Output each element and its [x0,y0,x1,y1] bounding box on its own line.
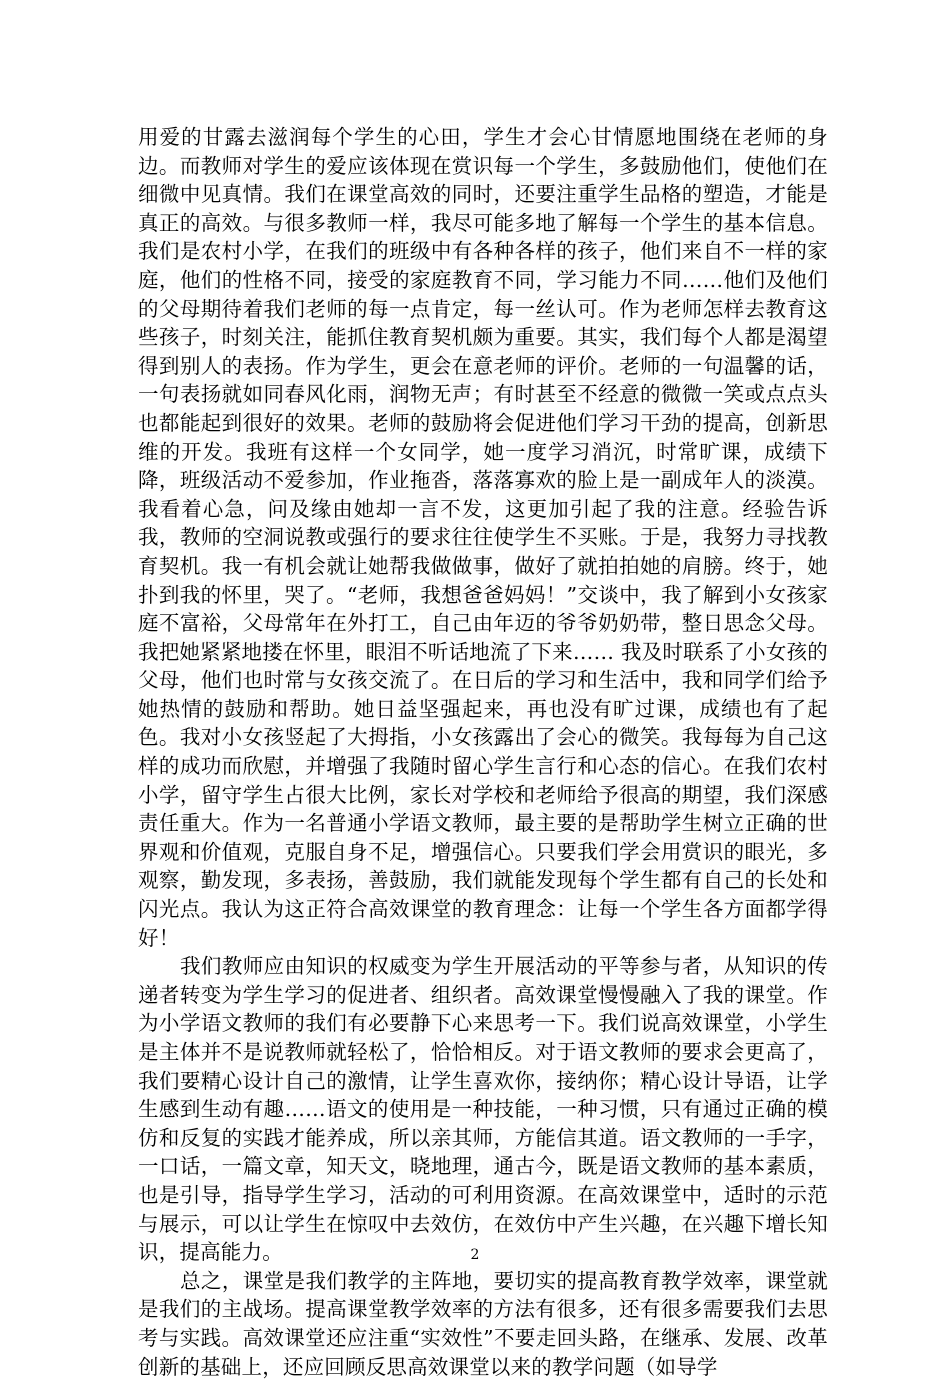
page-number: 2 [470,1247,480,1263]
paragraph-2: 我们教师应由知识的权威变为学生开展活动的平等参与者，从知识的传递者转变为学生学习的促进者、组织者。高效课堂慢慢融入了我的课堂。作为小学语文教师的我们有必要静下心来思考一下。我们说高效课堂，小学生是主体并不是说教师就轻松了，恰恰相反。对于语文教师的要求会更高了，我们要精心设计自己的激情，让学生喜欢你，接纳你；精心设计导语，让学生感到生动有趣……语文的使用是一种技能，一种习惯，只有通过正确的模仿和反复的实践才能养成，所以亲其师，方能信其道。语文教师的一手字，一口话，一篇文章，知天文，晓地理，通古今，既是语文教师的基本素质，也是引导，指导学生学习，活动的可利用资源。在高效课堂中，适时的示范与展示，可以让学生在惊叹中去效仿，在效仿中产生兴趣，在兴趣下增长知识，提高能力。 [138,954,828,1265]
paragraph-3: 总之，课堂是我们教学的主阵地，要切实的提高教育教学效率，课堂就是我们的主战场。提高课堂教学效率的方法有很多，还有很多需要我们去思考与实践。高效课堂还应注重“实效性”不要走回头路，在继承、发展、改革创新的基础上，还应回顾反思高效课堂以来的教学问题（如导学 [138,1268,828,1379]
paragraph-1: 用爱的甘露去滋润每个学生的心田，学生才会心甘情愿地围绕在老师的身边。而教师对学生的爱应该体现在赏识每一个学生，多鼓励他们，使他们在细微中见真情。我们在课堂高效的同时，还要注重学生品格的塑造，才能是真正的高效。与很多教师一样，我尽可能多地了解每一个学生的基本信息。我们是农村小学，在我们的班级中有各种各样的孩子，他们来自不一样的家庭，他们的性格不同，接受的家庭教育不同，学习能力不同……他们及他们的父母期待着我们老师的每一点肯定，每一丝认可。作为老师怎样去教育这些孩子，时刻关注，能抓住教育契机颇为重要。其实，我们每个人都是渴望得到别人的表扬。作为学生，更会在意老师的评价。老师的一句温馨的话，一句表扬就如同春风化雨，润物无声；有时甚至不经意的微微一笑或点点头也都能起到很好的效果。老师的鼓励将会促进他们学习干劲的提高，创新思维的开发。我班有这样一个女同学，她一度学习消沉，时常旷课，成绩下降，班级活动不爱参加，作业拖沓，落落寡欢的脸上是一副成年人的淡漠。我看着心急，问及缘由她却一言不发，这更加引起了我的注意。经验告诉我，教师的空洞说教或强行的要求往往使学生不买账。于是，我努力寻找教育契机。我一有机会就让她帮我做做事，做好了就拍拍她的肩膀。终于，她扑到我的怀里，哭了。“老师，我想爸爸妈妈！”交谈中，我了解到小女孩家庭不富裕，父母常年在外打工，自己由年迈的爷爷奶奶带，整日思念父母。我把她紧紧地搂在怀里，眼泪不听话地流了下来…… 我及时联系了小女孩的父母，他们也时常与女孩交流了。在日后的学习和生活中，我和同学们给予她热情的鼓励和帮助。她日益坚强起来，再也没有旷过课，成绩也有了起色。我对小女孩竖起了大拇指，小女孩露出了会心的微笑。我每每为自己这样的成功而欣慰，并增强了我随时留心学生言行和心态的信心。在我们农村小学，留守学生占很大比例，家长对学校和老师给予很高的期望，我们深感责任重大。作为一名普通小学语文教师，最主要的是帮助学生树立正确的世界观和价值观，克服自身不足，增强信心。只要我们学会用赏识的眼光，多观察，勤发现，多表扬，善鼓励，我们就能发现每个学生都有自己的长处和闪光点。我认为这正符合高效课堂的教育理念：让每一个学生各方面都学得好！ [138,125,828,950]
document-body [138,123,828,1381]
